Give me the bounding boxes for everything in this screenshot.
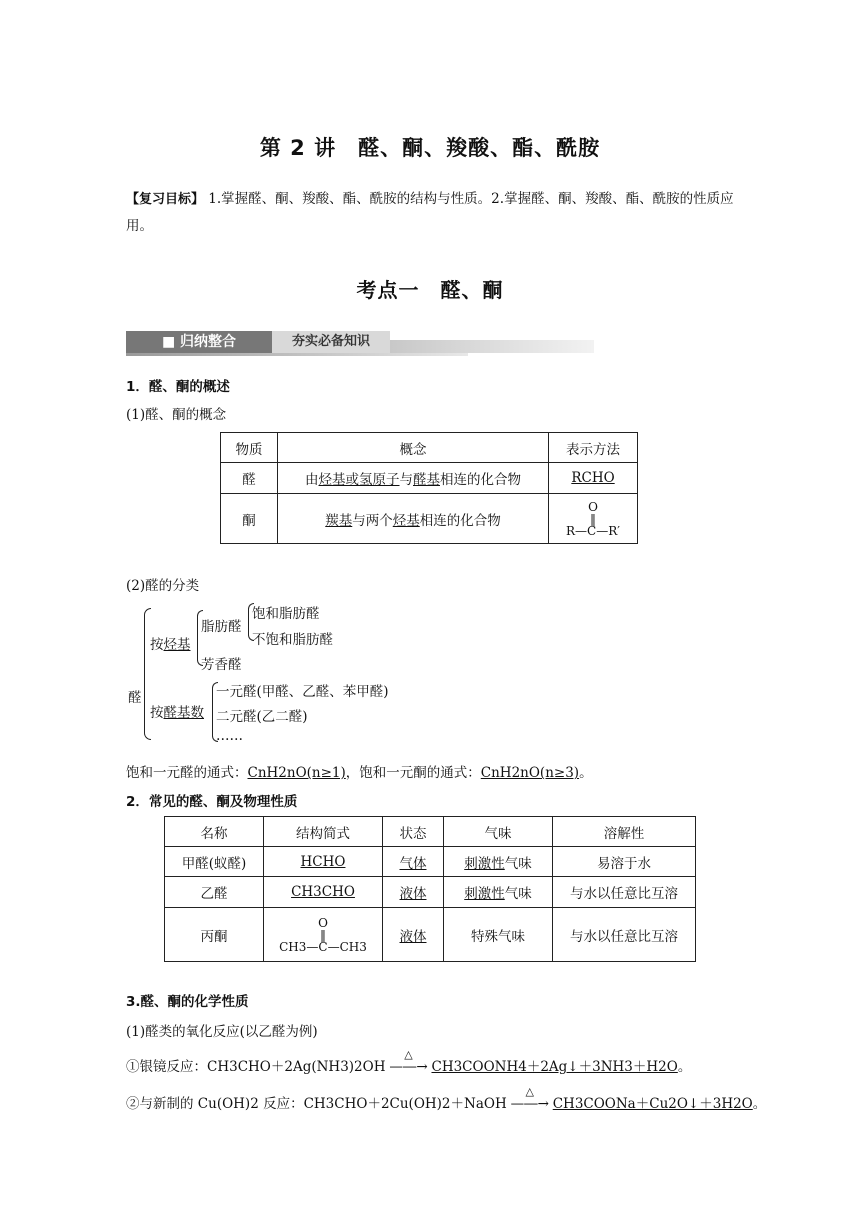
- table-cell: [444, 847, 553, 877]
- tree-root: 醛: [128, 690, 142, 706]
- table-header: 表示方法: [549, 433, 638, 463]
- table-header: 名称: [165, 817, 264, 847]
- general-formula-line: [126, 761, 593, 781]
- answer-blank: 烃基: [392, 512, 420, 529]
- table-header: 结构简式: [264, 817, 383, 847]
- table-cell: [264, 847, 383, 877]
- table-header: 状态: [383, 817, 444, 847]
- text: ，饱和一元酮的通式：: [345, 765, 481, 781]
- table-cell: [444, 908, 553, 962]
- text: 由: [305, 472, 319, 488]
- section-banner: [126, 331, 468, 355]
- text: 按: [150, 705, 164, 721]
- table-cell: 丙酮: [165, 908, 264, 962]
- table-cell: [383, 847, 444, 877]
- table-row: [165, 908, 696, 962]
- heat-symbol: △: [404, 1048, 413, 1061]
- heading-common: 2．常见的醛、酮及物理性质: [126, 794, 298, 810]
- answer-blank: CH3COONH4＋2Ag↓＋3NH3＋H2O: [431, 1059, 678, 1075]
- text: CH3CHO＋2Cu(OH)2＋NaOH: [303, 1096, 507, 1112]
- tree-by-group: [150, 701, 204, 721]
- reaction-silver-mirror: [126, 1048, 692, 1075]
- banner-left: ■ 归纳整合: [126, 331, 272, 353]
- page-title: 第 2 讲 醛、酮、羧酸、酯、酰胺: [259, 136, 601, 160]
- text: 饱和一元醛的通式：: [126, 765, 248, 781]
- ketone-structure: [549, 494, 638, 544]
- double-bond: ‖: [590, 511, 596, 526]
- oxygen-atom: O: [318, 915, 328, 930]
- answer-blank: 醛基: [413, 472, 440, 488]
- acetone-formula: CH3—C—CH3: [279, 939, 367, 954]
- answer-blank: CnH2nO(n≥1): [247, 765, 346, 781]
- tree-by-hydrocarbon: [150, 633, 191, 653]
- table-cell: [278, 494, 549, 544]
- text: 与两个: [352, 512, 393, 529]
- heat-arrow: △ —―→: [507, 1096, 553, 1112]
- table-cell: [278, 463, 549, 494]
- table-cell: [549, 463, 638, 494]
- subheading-concept: (1)醛、酮的概念: [126, 407, 227, 423]
- table-cell: [264, 877, 383, 908]
- ketone-formula: R—C—R′: [566, 523, 620, 538]
- answer-blank: 液体: [399, 928, 427, 945]
- tree-saturated: 饱和脂肪醛: [252, 606, 320, 622]
- section-title: 考点一 醛、酮: [356, 278, 504, 302]
- heat-symbol: △: [525, 1085, 534, 1098]
- banner-right: 夯实必备知识: [272, 331, 390, 353]
- table-cell: 与水以任意比互溶: [553, 877, 696, 908]
- answer-blank: 气体: [399, 855, 427, 872]
- oxygen-atom: O: [588, 499, 598, 514]
- banner-decoration: [390, 340, 594, 353]
- heading-chemical: 3.醛、酮的化学性质: [126, 994, 249, 1010]
- tree-unsaturated: 不饱和脂肪醛: [252, 632, 333, 648]
- table-cell: 乙醛: [165, 877, 264, 908]
- text: 按: [150, 637, 164, 653]
- text: 与: [399, 472, 413, 488]
- table-row: [165, 877, 696, 908]
- tree-aromatic: 芳香醛: [201, 657, 242, 673]
- subheading-oxidation: (1)醛类的氧化反应(以乙醛为例): [126, 1024, 318, 1040]
- double-bond: ‖: [320, 927, 326, 942]
- table-header: 溶解性: [553, 817, 696, 847]
- text: 相连的化合物: [419, 512, 501, 529]
- answer-blank: 烃基: [163, 637, 191, 653]
- subheading-classification: (2)醛的分类: [126, 578, 200, 594]
- text: 。: [752, 1096, 767, 1112]
- answer-blank: 羰基: [325, 512, 353, 529]
- table-cell: 甲醛(蚁醛): [165, 847, 264, 877]
- answer-blank: HCHO: [300, 853, 346, 870]
- review-goal-tag: 【复习目标】: [126, 192, 205, 207]
- table-header: 物质: [221, 433, 278, 463]
- text: 气味: [504, 886, 532, 902]
- properties-table: [164, 816, 696, 962]
- acetone-structure: [264, 908, 383, 962]
- table-cell: 与水以任意比互溶: [553, 908, 696, 962]
- text: CH3CHO＋2Ag(NH3)2OH: [207, 1059, 386, 1075]
- answer-blank: CH3CHO: [291, 884, 355, 900]
- text: 气味: [504, 855, 532, 872]
- table-cell: [383, 877, 444, 908]
- tree-di: 二元醛(乙二醛): [216, 709, 308, 725]
- table-cell: [444, 877, 553, 908]
- table-cell: 易溶于水: [553, 847, 696, 877]
- table-header: 概念: [278, 433, 549, 463]
- answer-blank: 刺激性: [464, 855, 505, 872]
- answer-blank: 液体: [399, 886, 427, 902]
- banner-underline: [126, 353, 468, 356]
- table-cell: 酮: [221, 494, 278, 544]
- tree-aliphatic: 脂肪醛: [201, 619, 242, 635]
- table-cell: 醛: [221, 463, 278, 494]
- answer-blank: 烃基或氢原子: [318, 472, 400, 488]
- heading-overview: 1．醛、酮的概述: [126, 379, 230, 395]
- answer-blank: 刺激性: [464, 886, 505, 902]
- review-goal: [126, 186, 738, 239]
- heat-arrow: △ —―→: [385, 1059, 431, 1075]
- text: 。: [677, 1059, 692, 1075]
- concept-table: [220, 432, 638, 544]
- answer-blank: CH3COONa＋Cu2O↓＋3H2O: [552, 1096, 753, 1112]
- tree-etc: ……: [216, 728, 243, 744]
- text: 相连的化合物: [440, 472, 521, 488]
- review-goal-text: 1.掌握醛、酮、羧酸、酯、酰胺的结构与性质。2.掌握醛、酮、羧酸、酯、酰胺的性质应用。: [126, 191, 734, 234]
- answer-blank: CnH2nO(n≥3): [480, 765, 580, 781]
- table-header: 气味: [444, 817, 553, 847]
- text: ①银镜反应：: [126, 1059, 207, 1075]
- answer-blank: RCHO: [571, 470, 615, 486]
- tree-mono: 一元醛(甲醛、乙醛、苯甲醛): [216, 684, 389, 700]
- table-cell: [383, 908, 444, 962]
- text: 。: [579, 765, 593, 781]
- table-row: [165, 847, 696, 877]
- answer-blank: 醛基数: [163, 705, 204, 721]
- text: ②与新制的 Cu(OH)2 反应：: [126, 1096, 304, 1112]
- reaction-copper-hydroxide: [126, 1085, 767, 1112]
- text: 特殊气味: [471, 928, 525, 945]
